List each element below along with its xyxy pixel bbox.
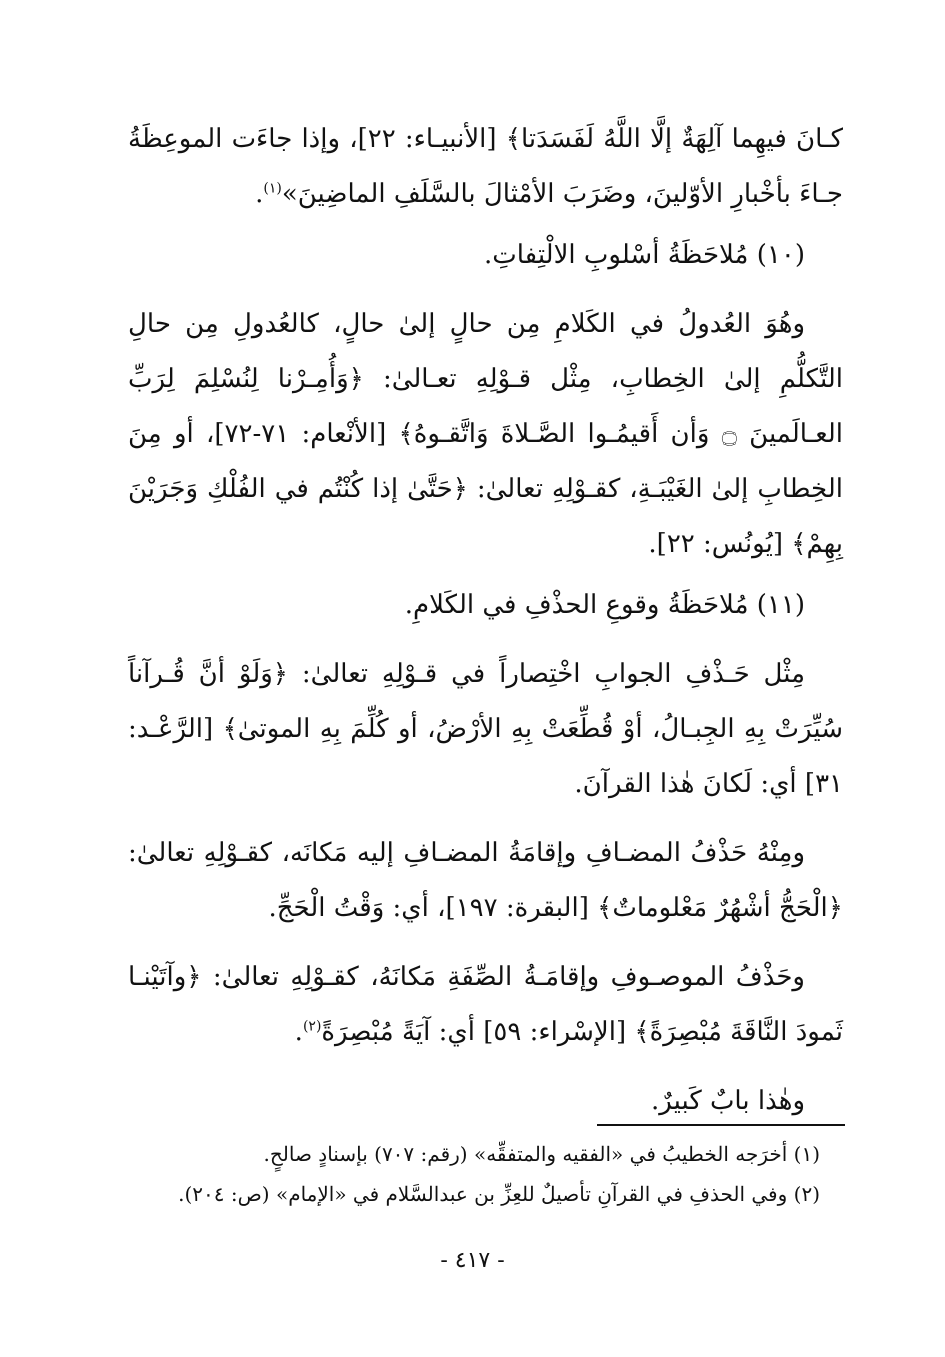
- footnote-2: (٢) وفي الحذفِ في القرآنِ تأصيلٌ للعِزِّ بن عبدالسَّلام في «الإمام» (ص: ٢٠٤).: [178, 1182, 820, 1206]
- paragraph-hadhf-mudaf: ومِنْهُ حَذْفُ المضـافِ وإقامَةُ المضـافِ إليه مَكانَه، كقـوْلِهِ تعالىٰ: ﴿الْحَجُّ أشْهُرٌ مَعْلوماتٌ﴾ [البقرة: ١٩٧]، أي: وَقْتُ الْحَجِّ.: [128, 838, 843, 923]
- footnote-separator: [597, 1124, 845, 1126]
- paragraph-closing: وهٰذا بابٌ كَبيرٌ.: [651, 1086, 805, 1116]
- paragraph-iltifat: وهُوَ العُدولُ في الكَلامِ مِن حالٍ إلىٰ حالٍ، كالعُدولِ مِن حالِ التَّكلُّمِ إلىٰ الخِطابِ، مِثْل قـوْلِهِ تعـالىٰ: ﴿وَأُمِـرْنا لِنُسْلِمَ لِرَبِّ العـالَمينَ ۝ وَأن أَقيمُـوا الصَّـلاةَ وَاتَّقـوهُ﴾ [الأنْعام: ٧١-٧٢]، أو مِنَ الخِطابِ إلىٰ الغَيْبَـةِ، كقـوْلِهِ تعالىٰ: ﴿حَتَّىٰ إذا كُنْتُم في الفُلْكِ وَجَرَيْنَ بِهِمْ﴾ [يُونُس: ٢٢].: [128, 309, 843, 559]
- paragraph-end: .: [255, 179, 264, 209]
- footnote-1: (١) أخرَجه الخطيبُ في «الفقيه والمتفقِّه» (رقم: ٧٠٧) بإسنادٍ صالحٍ.: [263, 1142, 820, 1166]
- paragraph-end: .: [294, 1017, 303, 1047]
- section-heading-11: (١١) مُلاحَظَةُ وقوعِ الحذْفِ في الكَلامِ.: [404, 590, 805, 620]
- footnote-ref-1: (١): [263, 180, 282, 197]
- paragraph-text: كـانَ فيهِما آلِهَةٌ إلَّا اللَّهُ لَفَسَدَتا﴾ [الأنبيـاء: ٢٢]، وإذا جاءَت الموعِظَةُ جـاءَ بأخْبارِ الأوّلينَ، وضَرَبَ الأمْثالَ بالسَّلَفِ الماضِينَ»: [128, 124, 843, 209]
- paragraph-hadhf-mawsuf: [128, 950, 843, 1060]
- page-number: - ٤١٧ -: [440, 1248, 505, 1273]
- main-text: [128, 112, 843, 1129]
- section-heading-10: (١٠) مُلاحَظَةُ أسْلوبِ الالْتِفاتِ.: [484, 240, 805, 270]
- paragraph-hadhf-jawab: مِثْل حَـذْفِ الجوابِ اخْتِصاراً في قـوْلِهِ تعالىٰ: ﴿وَلَوْ أنَّ قُـرآناً سُيِّرَتْ بِهِ الجِبـالُ، أوْ قُطِّعَتْ بِهِ الأرْضُ، أو كُلِّمَ بِهِ الموتىٰ﴾ [الرَّعْـد: ٣١] أي: لَكانَ هٰذا القرآنَ.: [128, 659, 843, 799]
- footnote-ref-2: (٢): [302, 1018, 322, 1035]
- footnotes: [128, 1134, 820, 1214]
- paragraph-continuation: [128, 112, 843, 222]
- paragraph-text: وحَذْفُ الموصـوفِ وإقامَـةُ الصِّفَةِ مَكانَهُ، كقـوْلِهِ تعالىٰ: ﴿وآتَيْنـا ثَمودَ النَّاقَةَ مُبْصِرَةً﴾ [الإسْراء: ٥٩] أي: آيَةً مُبْصِرَةً: [128, 962, 843, 1047]
